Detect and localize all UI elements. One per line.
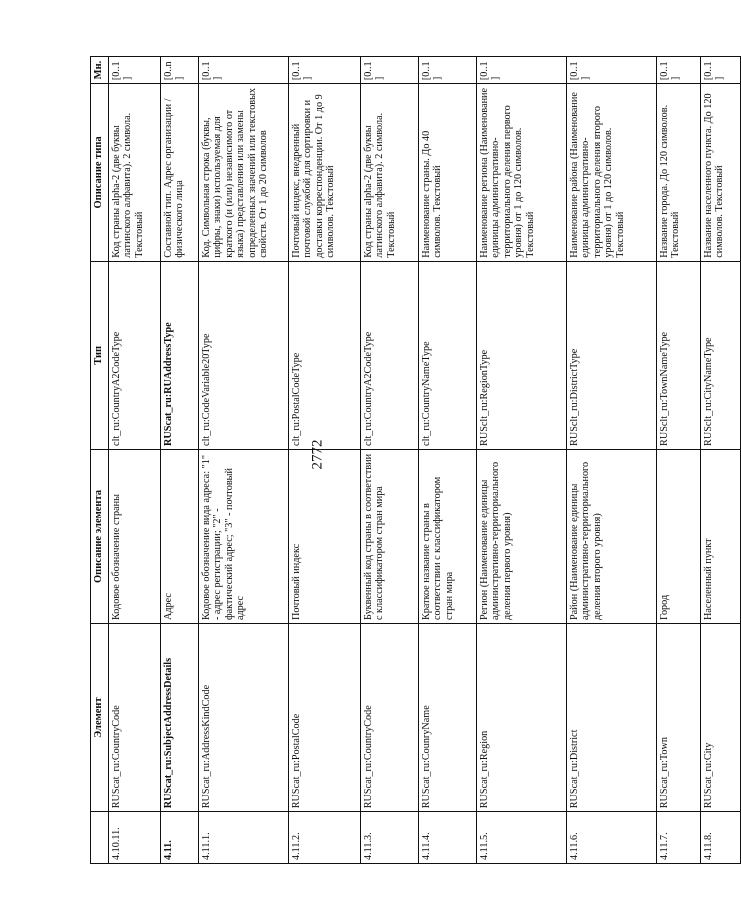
row-element-description: Кодовое обозначение страны (109, 449, 161, 623)
header-number (91, 812, 109, 864)
row-element: RUScat_ru:CountryCode (361, 624, 419, 812)
row-type: clt_ru:CountryA2CodeType (109, 261, 161, 449)
row-element-description: Краткое название страны в соответствии с классификатором стран мира (419, 449, 477, 623)
row-type: clt_ru:PostalCodeType (289, 261, 361, 449)
row-element-description: Район (Наименование единицы административно-территориального деления второго уровня) (567, 449, 657, 623)
row-number: 4.11.2. (289, 812, 361, 864)
header-min: Мн. (91, 57, 109, 84)
row-number: 4.11.6. (567, 812, 657, 864)
row-type-description: Код страны alpha-2 (две буквы латинского алфавита). 2 символа. Текстовый (109, 84, 161, 262)
row-type: clt_ru:CountryNameType (419, 261, 477, 449)
row-element-description: Город (657, 449, 701, 623)
table-body (109, 57, 741, 864)
row-type: RUSclt_ru:DistrictType (567, 261, 657, 449)
table-row (361, 57, 419, 864)
row-multiplicity: [0..1] (199, 57, 289, 84)
row-number: 4.11.1. (199, 812, 289, 864)
row-type-description: Наименование страны. До 40 символов. Текстовый (419, 84, 477, 262)
row-element: RUScat_ru:Town (657, 624, 701, 812)
schema-table (90, 56, 741, 864)
row-type: RUScat_ru:RUAddressType (161, 261, 199, 449)
row-element: RUScat_ru:AddressKindCode (199, 624, 289, 812)
row-element-description: Адрес (161, 449, 199, 623)
row-element: RUScat_ru:Region (477, 624, 567, 812)
row-multiplicity: [0..1] (109, 57, 161, 84)
row-number: 4.11.3. (361, 812, 419, 864)
row-type: RUSclt_ru:CityNameType (701, 261, 741, 449)
row-element: RUScat_ru:CountryCode (109, 624, 161, 812)
row-element-description: Буквенный код страны в соответствии с классификатором стран мира (361, 449, 419, 623)
row-type: RUSclt_ru:TownNameType (657, 261, 701, 449)
row-element-description: Регион (Наименование единицы административно-территориального деления первого уровня) (477, 449, 567, 623)
row-type: RUSclt_ru:RegionType (477, 261, 567, 449)
row-element: RUScat_ru:PostalCode (289, 624, 361, 812)
row-multiplicity: [0..n] (161, 57, 199, 84)
row-element: RUScat_ru:CounryName (419, 624, 477, 812)
row-number: 4.11.8. (701, 812, 741, 864)
table-row (161, 57, 199, 864)
table-row (199, 57, 289, 864)
row-multiplicity: [0..1] (567, 57, 657, 84)
row-number: 4.11. (161, 812, 199, 864)
row-type-description: Наименование региона (Наименование единицы административно-территориального деления первого уровня) от 1 до 120 символов. Текстовый (477, 84, 567, 262)
row-number: 4.10.11. (109, 812, 161, 864)
row-type-description: Почтовый индекс, внедренный почтовой службой для сортировки и доставки корреспонденции. От 1 до 9 символов. Текстовый (289, 84, 361, 262)
header-type: Тип (91, 261, 109, 449)
header-element: Элемент (91, 624, 109, 812)
row-number: 4.11.7. (657, 812, 701, 864)
row-type-description: Название города. До 120 символов. Текстовый (657, 84, 701, 262)
table-row (477, 57, 567, 864)
row-type-description: Составной тип. Адрес организации / физического лица (161, 84, 199, 262)
table-row (419, 57, 477, 864)
table-row (289, 57, 361, 864)
row-multiplicity: [0..1] (361, 57, 419, 84)
header-element-description: Описание элемента (91, 449, 109, 623)
row-type-description: Код страны alpha-2 (две буквы латинского алфавита). 2 символа. Текстовый (361, 84, 419, 262)
row-element-description: Населенный пункт (701, 449, 741, 623)
row-multiplicity: [0..1] (419, 57, 477, 84)
row-multiplicity: [0..1] (289, 57, 361, 84)
row-type: clt_ru:CodeVariable20Type (199, 261, 289, 449)
table-row (701, 57, 741, 864)
table-row (109, 57, 161, 864)
row-element-description: Кодовое обозначение вида адреса: "1" - адрес регистрации; "2" - фактический адрес; "3" - почтовый адрес (199, 449, 289, 623)
table-header-row (91, 57, 109, 864)
row-element: RUScat_ru:District (567, 624, 657, 812)
row-element: RUScat_ru:SubjectAddressDetails (161, 624, 199, 812)
row-type-description: Наименование района (Наименование единицы административно-территориального деления второго уровня) от 1 до 120 символов. Текстовый (567, 84, 657, 262)
header-type-description: Описание типа (91, 84, 109, 262)
table-row (567, 57, 657, 864)
row-type-description: Название населенного пункта. До 120 символов. Текстовый (701, 84, 741, 262)
row-number: 4.11.4. (419, 812, 477, 864)
page-number: 2772 (309, 439, 326, 470)
row-element: RUScat_ru:City (701, 624, 741, 812)
row-type: clt_ru:CountryA2CodeType (361, 261, 419, 449)
row-multiplicity: [0..1] (477, 57, 567, 84)
row-multiplicity: [0..1] (657, 57, 701, 84)
row-multiplicity: [0..1] (701, 57, 741, 84)
row-element-description: Почтовый индекс (289, 449, 361, 623)
row-number: 4.11.5. (477, 812, 567, 864)
row-type-description: Код. Символьная строка (буквы, цифры, знаки) используемая для краткого (и (или) независимого от языка) представления или замены определенных значений или текстовых свойств. От 1 до 20 символов (199, 84, 289, 262)
rotated-table-container (90, 56, 726, 864)
table-row (657, 57, 701, 864)
